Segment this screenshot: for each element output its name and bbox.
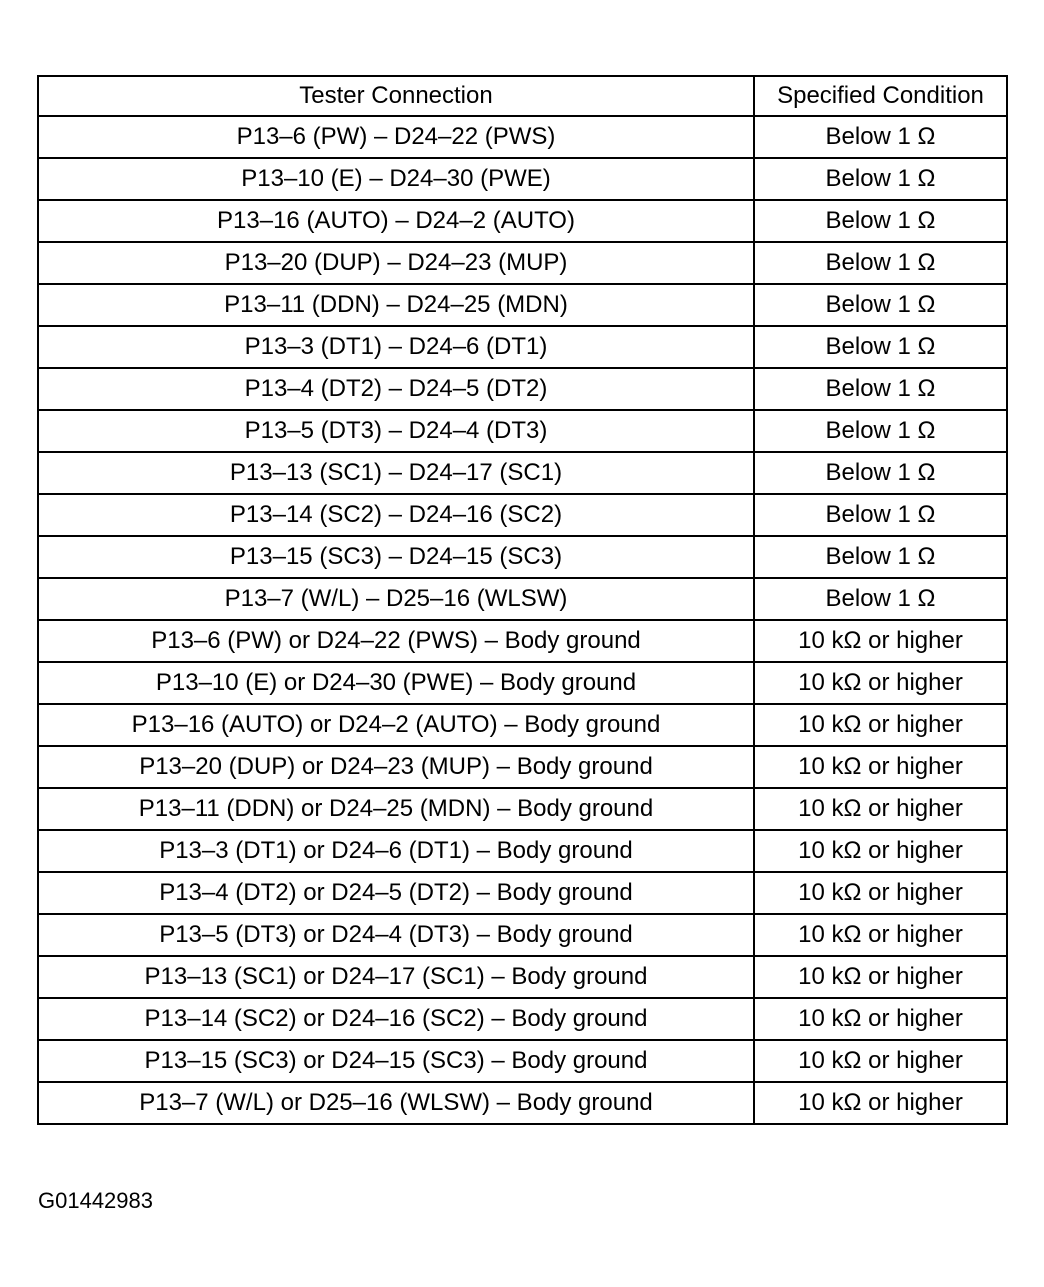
tester-connection-cell: P13–16 (AUTO) – D24–2 (AUTO) xyxy=(38,200,754,242)
table-row xyxy=(38,1040,1007,1082)
specified-condition-cell: Below 1 Ω xyxy=(754,158,1007,200)
tester-connection-cell: P13–11 (DDN) – D24–25 (MDN) xyxy=(38,284,754,326)
specified-condition-cell: 10 kΩ or higher xyxy=(754,620,1007,662)
figure-id: G01442983 xyxy=(38,1188,153,1213)
table-row xyxy=(38,116,1007,158)
table-row xyxy=(38,578,1007,620)
specified-condition-cell: Below 1 Ω xyxy=(754,284,1007,326)
tester-connection-cell: P13–20 (DUP) – D24–23 (MUP) xyxy=(38,242,754,284)
tester-connection-cell: P13–6 (PW) – D24–22 (PWS) xyxy=(38,116,754,158)
tester-connection-cell: P13–3 (DT1) – D24–6 (DT1) xyxy=(38,326,754,368)
header-tester-connection: Tester Connection xyxy=(38,76,754,116)
specified-condition-cell: 10 kΩ or higher xyxy=(754,1082,1007,1124)
specified-condition-cell: Below 1 Ω xyxy=(754,536,1007,578)
tester-connection-cell: P13–14 (SC2) – D24–16 (SC2) xyxy=(38,494,754,536)
table-row xyxy=(38,536,1007,578)
specified-condition-cell: 10 kΩ or higher xyxy=(754,830,1007,872)
table-row xyxy=(38,998,1007,1040)
specified-condition-cell: 10 kΩ or higher xyxy=(754,998,1007,1040)
table-row xyxy=(38,368,1007,410)
tester-connection-cell: P13–7 (W/L) – D25–16 (WLSW) xyxy=(38,578,754,620)
table-row xyxy=(38,788,1007,830)
table-row xyxy=(38,452,1007,494)
table-row xyxy=(38,662,1007,704)
specified-condition-cell: Below 1 Ω xyxy=(754,200,1007,242)
specified-condition-cell: 10 kΩ or higher xyxy=(754,956,1007,998)
specified-condition-cell: 10 kΩ or higher xyxy=(754,746,1007,788)
table-row xyxy=(38,746,1007,788)
spec-table xyxy=(37,75,1008,1125)
table-row xyxy=(38,620,1007,662)
table-row xyxy=(38,830,1007,872)
tester-connection-cell: P13–20 (DUP) or D24–23 (MUP) – Body ground xyxy=(38,746,754,788)
tester-connection-cell: P13–5 (DT3) or D24–4 (DT3) – Body ground xyxy=(38,914,754,956)
tester-connection-cell: P13–4 (DT2) or D24–5 (DT2) – Body ground xyxy=(38,872,754,914)
tester-connection-cell: P13–10 (E) – D24–30 (PWE) xyxy=(38,158,754,200)
table-body xyxy=(38,116,1007,1124)
table-row xyxy=(38,242,1007,284)
tester-connection-cell: P13–14 (SC2) or D24–16 (SC2) – Body ground xyxy=(38,998,754,1040)
table-row xyxy=(38,872,1007,914)
table-row xyxy=(38,326,1007,368)
specified-condition-cell: 10 kΩ or higher xyxy=(754,1040,1007,1082)
tester-connection-cell: P13–3 (DT1) or D24–6 (DT1) – Body ground xyxy=(38,830,754,872)
specified-condition-cell: 10 kΩ or higher xyxy=(754,662,1007,704)
specified-condition-cell: Below 1 Ω xyxy=(754,326,1007,368)
tester-connection-cell: P13–13 (SC1) or D24–17 (SC1) – Body ground xyxy=(38,956,754,998)
tester-connection-cell: P13–15 (SC3) – D24–15 (SC3) xyxy=(38,536,754,578)
specified-condition-cell: Below 1 Ω xyxy=(754,368,1007,410)
specified-condition-cell: 10 kΩ or higher xyxy=(754,872,1007,914)
tester-connection-cell: P13–6 (PW) or D24–22 (PWS) – Body ground xyxy=(38,620,754,662)
specified-condition-cell: 10 kΩ or higher xyxy=(754,788,1007,830)
tester-connection-cell: P13–10 (E) or D24–30 (PWE) – Body ground xyxy=(38,662,754,704)
tester-connection-cell: P13–15 (SC3) or D24–15 (SC3) – Body ground xyxy=(38,1040,754,1082)
tester-connection-cell: P13–7 (W/L) or D25–16 (WLSW) – Body ground xyxy=(38,1082,754,1124)
table-header-row xyxy=(38,76,1007,116)
header-specified-condition: Specified Condition xyxy=(754,76,1007,116)
table-row xyxy=(38,494,1007,536)
specified-condition-cell: Below 1 Ω xyxy=(754,410,1007,452)
table-row xyxy=(38,158,1007,200)
table-row xyxy=(38,914,1007,956)
tester-connection-cell: P13–11 (DDN) or D24–25 (MDN) – Body ground xyxy=(38,788,754,830)
tester-connection-cell: P13–5 (DT3) – D24–4 (DT3) xyxy=(38,410,754,452)
specified-condition-cell: Below 1 Ω xyxy=(754,116,1007,158)
specified-condition-cell: 10 kΩ or higher xyxy=(754,914,1007,956)
specified-condition-cell: Below 1 Ω xyxy=(754,242,1007,284)
table-row xyxy=(38,410,1007,452)
table-row xyxy=(38,200,1007,242)
tester-connection-cell: P13–16 (AUTO) or D24–2 (AUTO) – Body ground xyxy=(38,704,754,746)
table-row xyxy=(38,1082,1007,1124)
specified-condition-cell: Below 1 Ω xyxy=(754,494,1007,536)
tester-connection-cell: P13–4 (DT2) – D24–5 (DT2) xyxy=(38,368,754,410)
specified-condition-cell: Below 1 Ω xyxy=(754,452,1007,494)
table-row xyxy=(38,704,1007,746)
tester-connection-cell: P13–13 (SC1) – D24–17 (SC1) xyxy=(38,452,754,494)
specified-condition-cell: Below 1 Ω xyxy=(754,578,1007,620)
table-row xyxy=(38,284,1007,326)
table-row xyxy=(38,956,1007,998)
specified-condition-cell: 10 kΩ or higher xyxy=(754,704,1007,746)
